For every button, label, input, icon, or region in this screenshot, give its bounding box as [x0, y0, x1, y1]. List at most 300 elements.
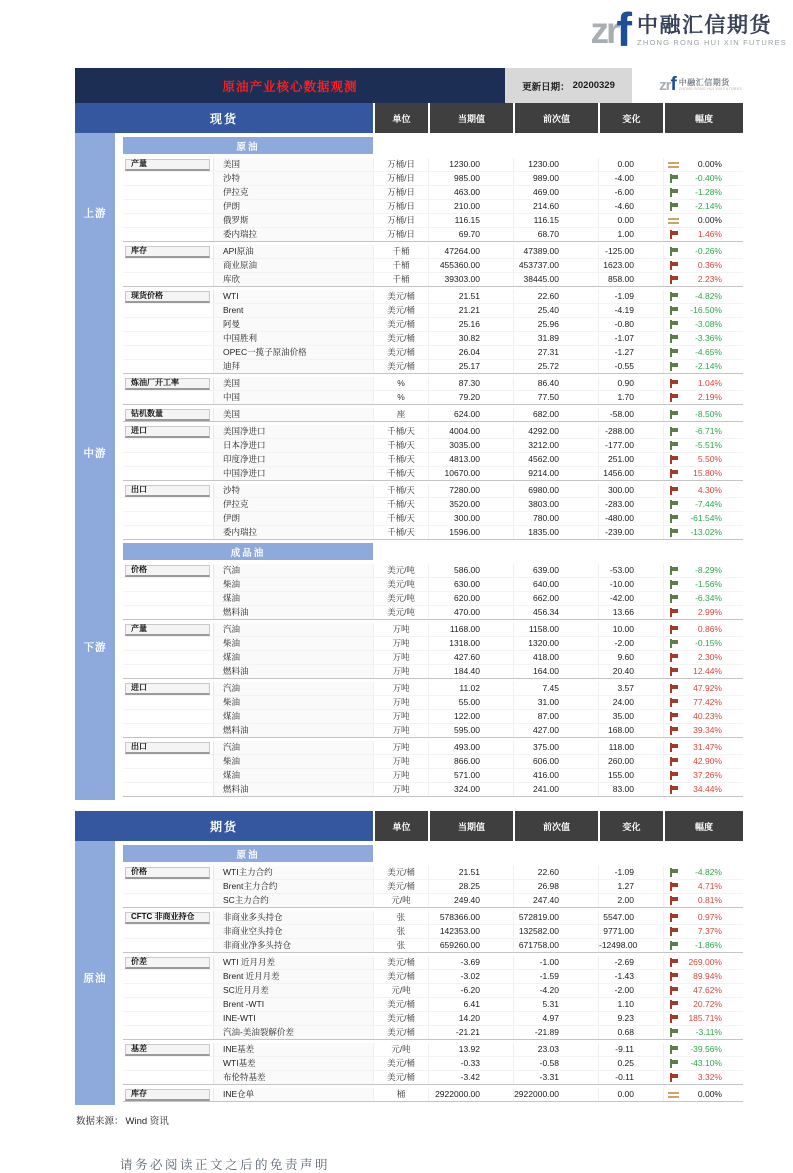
unit-cell: 美元/桶: [373, 318, 428, 331]
flag-up-icon: [668, 625, 679, 634]
change-cell: 0.00: [598, 214, 663, 227]
row-name: OPEC一揽子原油价格: [213, 346, 373, 359]
unit-cell: 万桶/日: [373, 158, 428, 171]
flag-up-icon: [668, 608, 679, 617]
current-value-cell: 463.00: [428, 186, 513, 199]
unit-cell: 万桶/日: [373, 186, 428, 199]
flag-up-icon: [668, 698, 679, 707]
current-value-cell: 25.16: [428, 318, 513, 331]
table-row: [123, 623, 743, 637]
row-name: 商业原油: [213, 259, 373, 272]
trend-cell: [663, 741, 683, 754]
brand-logo-text: [637, 15, 787, 47]
trend-cell: [663, 755, 683, 768]
current-value-cell: 659260.00: [428, 939, 513, 952]
disclaimer-text: 请务必阅读正文之后的免责声明: [120, 1158, 331, 1172]
current-value-cell: 1596.00: [428, 526, 513, 539]
trend-cell: [663, 158, 683, 171]
change-cell: -53.00: [598, 564, 663, 577]
category-label: 出口: [125, 742, 210, 754]
mini-brand-cn: 中融汇信期货: [678, 78, 730, 88]
flag-down-icon: [668, 1028, 679, 1037]
row-name: 日本净进口: [213, 439, 373, 452]
unit-cell: 元/吨: [373, 894, 428, 907]
flag-down-icon: [668, 441, 679, 450]
trend-cell: [663, 526, 683, 539]
row-name: 中国胜利: [213, 332, 373, 345]
previous-value-cell: 4292.00: [513, 425, 598, 438]
column-header-unit: 单位: [373, 811, 428, 841]
trend-cell: [663, 172, 683, 185]
previous-value-cell: 164.00: [513, 665, 598, 678]
band-title: 成品油: [123, 543, 373, 560]
category-cell: [123, 956, 213, 969]
rate-cell: 89.94%: [693, 971, 722, 981]
change-cell: 260.00: [598, 755, 663, 768]
flag-down-icon: [668, 514, 679, 523]
row-name: 迪拜: [213, 360, 373, 373]
column-header-prev: 前次值: [513, 811, 598, 841]
column-header-unit: 单位: [373, 103, 428, 133]
flag-down-icon: [668, 500, 679, 509]
row-name: 非商业净多头持仓: [213, 939, 373, 952]
table-row: [123, 925, 743, 939]
category-cell: [123, 259, 213, 272]
change-cell: 9.60: [598, 651, 663, 664]
table-row: [123, 998, 743, 1012]
current-value-cell: 3035.00: [428, 439, 513, 452]
rate-cell: 4.30%: [697, 485, 722, 495]
flag-up-icon: [668, 958, 679, 967]
table-row: [123, 1012, 743, 1026]
previous-value-cell: 456.34: [513, 606, 598, 619]
current-value-cell: 4004.00: [428, 425, 513, 438]
previous-value-cell: 1158.00: [513, 623, 598, 636]
flag-up-icon: [668, 261, 679, 270]
current-value-cell: 87.30: [428, 377, 513, 390]
trend-cell: [663, 512, 683, 525]
category-cell: [123, 512, 213, 525]
trend-cell: [663, 377, 683, 390]
flag-down-icon: [668, 362, 679, 371]
flag-down-icon: [668, 594, 679, 603]
rate-cell: 40.23%: [693, 711, 722, 721]
current-value-cell: 21.51: [428, 290, 513, 303]
unit-cell: 万吨: [373, 783, 428, 796]
row-name: 布伦特基差: [213, 1071, 373, 1084]
trend-cell: [663, 186, 683, 199]
change-cell: -125.00: [598, 245, 663, 258]
rate-cell: 0.00%: [697, 159, 722, 169]
change-cell: 9771.00: [598, 925, 663, 938]
row-name: 伊朗: [213, 200, 373, 213]
trend-cell: [663, 880, 683, 893]
change-cell: 2.00: [598, 894, 663, 907]
row-name: 美国: [213, 158, 373, 171]
previous-value-cell: -0.58: [513, 1057, 598, 1070]
category-label: 价格: [125, 867, 210, 879]
rate-cell: 0.36%: [697, 260, 722, 270]
current-value-cell: 624.00: [428, 408, 513, 421]
mini-brand-en: ZHONG RONG HUI XIN FUTURES: [678, 87, 742, 92]
side-label-中游: 中游: [83, 447, 107, 460]
current-value-cell: 116.15: [428, 214, 513, 227]
flag-up-icon: [668, 986, 679, 995]
row-name: 非商业多头持仓: [213, 911, 373, 924]
update-date-box: [505, 68, 632, 103]
category-cell: [123, 186, 213, 199]
category-label: 进口: [125, 426, 210, 438]
row-group: [123, 741, 743, 797]
flag-down-icon: [668, 188, 679, 197]
rate-cell: -5.51%: [695, 440, 722, 450]
rate-cell: 0.81%: [697, 895, 722, 905]
current-value-cell: 142353.00: [428, 925, 513, 938]
table-row: [123, 526, 743, 539]
side-strip-futures: [75, 841, 115, 1105]
row-name: 柴油: [213, 696, 373, 709]
change-cell: -239.00: [598, 526, 663, 539]
sections-container: [75, 103, 743, 1105]
unit-cell: 千桶: [373, 259, 428, 272]
table-row: [123, 970, 743, 984]
row-name: 柴油: [213, 755, 373, 768]
rate-cell: -2.14%: [695, 201, 722, 211]
flag-up-icon: [668, 1073, 679, 1082]
current-value-cell: 1318.00: [428, 637, 513, 650]
row-name: 非商业空头持仓: [213, 925, 373, 938]
category-cell: [123, 346, 213, 359]
previous-value-cell: 22.60: [513, 290, 598, 303]
previous-value-cell: 469.00: [513, 186, 598, 199]
flag-down-icon: [668, 566, 679, 575]
current-value-cell: 21.51: [428, 866, 513, 879]
unit-cell: 美元/桶: [373, 1071, 428, 1084]
current-value-cell: 6.41: [428, 998, 513, 1011]
table-row: [123, 651, 743, 665]
change-cell: 155.00: [598, 769, 663, 782]
flat-dash-icon: [668, 1092, 679, 1098]
table-row: [123, 1071, 743, 1084]
rate-cell: 2.99%: [697, 607, 722, 617]
rate-cell: 3.32%: [697, 1072, 722, 1082]
category-cell: [123, 391, 213, 404]
category-cell: [123, 273, 213, 286]
table-row: [123, 741, 743, 755]
previous-value-cell: 682.00: [513, 408, 598, 421]
category-label: 进口: [125, 683, 210, 695]
category-cell: [123, 651, 213, 664]
flag-up-icon: [668, 455, 679, 464]
mini-logo-zr: zr: [659, 77, 671, 94]
rate-cell: 2.19%: [697, 392, 722, 402]
table-row: [123, 484, 743, 498]
unit-cell: 千桶/天: [373, 498, 428, 511]
unit-cell: 万吨: [373, 651, 428, 664]
rate-cell: 37.26%: [693, 770, 722, 780]
change-cell: 5547.00: [598, 911, 663, 924]
row-name: WTI 近月月差: [213, 956, 373, 969]
flag-up-icon: [668, 275, 679, 284]
table-row: [123, 1057, 743, 1071]
category-label: 现货价格: [125, 291, 210, 303]
table-row: [123, 984, 743, 998]
category-label: 库存: [125, 1089, 210, 1101]
brand-name-en: ZHONG RONG HUI XIN FUTURES: [637, 37, 787, 47]
current-value-cell: 595.00: [428, 724, 513, 737]
report-title: 原油产业核心数据观测: [75, 68, 505, 103]
trend-cell: [663, 665, 683, 678]
trend-cell: [663, 467, 683, 480]
category-cell: [123, 970, 213, 983]
previous-value-cell: 38445.00: [513, 273, 598, 286]
current-value-cell: -3.02: [428, 970, 513, 983]
flag-up-icon: [668, 771, 679, 780]
category-cell: [123, 665, 213, 678]
unit-cell: 千桶/天: [373, 425, 428, 438]
category-cell: [123, 682, 213, 695]
change-cell: 118.00: [598, 741, 663, 754]
unit-cell: 万吨: [373, 623, 428, 636]
flag-down-icon: [668, 320, 679, 329]
column-header-cur: 当期值: [428, 811, 513, 841]
trend-cell: [663, 439, 683, 452]
current-value-cell: -3.42: [428, 1071, 513, 1084]
trend-cell: [663, 724, 683, 737]
unit-cell: 张: [373, 939, 428, 952]
trend-cell: [663, 564, 683, 577]
row-name: 柴油: [213, 578, 373, 591]
previous-value-cell: 572819.00: [513, 911, 598, 924]
table-row: [123, 290, 743, 304]
previous-value-cell: 23.03: [513, 1043, 598, 1056]
table-row: [123, 259, 743, 273]
trend-cell: [663, 200, 683, 213]
section-body-spot: [75, 133, 743, 800]
unit-cell: 万吨: [373, 769, 428, 782]
flag-up-icon: [668, 712, 679, 721]
previous-value-cell: 427.00: [513, 724, 598, 737]
mini-logo-f: f: [670, 74, 677, 96]
column-header-cur: 当期值: [428, 103, 513, 133]
row-group: [123, 1088, 743, 1102]
change-cell: -4.60: [598, 200, 663, 213]
flag-up-icon: [668, 913, 679, 922]
category-label: 价格: [125, 565, 210, 577]
trend-cell: [663, 1026, 683, 1039]
flag-up-icon: [668, 882, 679, 891]
previous-value-cell: -1.00: [513, 956, 598, 969]
current-value-cell: 470.00: [428, 606, 513, 619]
unit-cell: 万吨: [373, 696, 428, 709]
unit-cell: 千桶/天: [373, 439, 428, 452]
change-cell: 3.57: [598, 682, 663, 695]
trend-cell: [663, 939, 683, 952]
rate-cell: -1.28%: [695, 187, 722, 197]
category-label: CFTC 非商业持仓: [125, 912, 210, 924]
previous-value-cell: 639.00: [513, 564, 598, 577]
table-row: [123, 408, 743, 421]
rate-cell: 2.30%: [697, 652, 722, 662]
row-name: 煤油: [213, 651, 373, 664]
current-value-cell: 249.40: [428, 894, 513, 907]
previous-value-cell: 9214.00: [513, 467, 598, 480]
change-cell: -6.00: [598, 186, 663, 199]
row-group: [123, 911, 743, 953]
trend-cell: [663, 245, 683, 258]
table-row: [123, 710, 743, 724]
rate-cell: 15.80%: [693, 468, 722, 478]
flag-up-icon: [668, 393, 679, 402]
row-group: [123, 564, 743, 620]
rate-cell: -0.40%: [695, 173, 722, 183]
table-row: [123, 304, 743, 318]
flag-down-icon: [668, 941, 679, 950]
previous-value-cell: 22.60: [513, 866, 598, 879]
category-cell: [123, 623, 213, 636]
side-label-下游: 下游: [83, 641, 107, 654]
trend-cell: [663, 304, 683, 317]
rate-cell: 269.00%: [688, 957, 722, 967]
change-cell: 1623.00: [598, 259, 663, 272]
flag-up-icon: [668, 230, 679, 239]
row-name: INE-WTI: [213, 1012, 373, 1025]
unit-cell: 千桶/天: [373, 512, 428, 525]
rate-cell: 1.46%: [697, 229, 722, 239]
previous-value-cell: -1.59: [513, 970, 598, 983]
current-value-cell: 866.00: [428, 755, 513, 768]
trend-cell: [663, 318, 683, 331]
current-value-cell: 39303.00: [428, 273, 513, 286]
table-row: [123, 1043, 743, 1057]
row-name: WTI: [213, 290, 373, 303]
unit-cell: 千桶: [373, 245, 428, 258]
previous-value-cell: 26.98: [513, 880, 598, 893]
flag-down-icon: [668, 306, 679, 315]
category-cell: [123, 228, 213, 241]
category-cell: [123, 880, 213, 893]
row-name: INE基差: [213, 1043, 373, 1056]
row-name: INE仓单: [213, 1088, 373, 1101]
header-logo-cell: [632, 68, 743, 103]
flat-dash-icon: [668, 162, 679, 168]
category-cell: [123, 467, 213, 480]
row-name: API原油: [213, 245, 373, 258]
table-row: [123, 911, 743, 925]
table-row: [123, 894, 743, 907]
previous-value-cell: 86.40: [513, 377, 598, 390]
trend-cell: [663, 866, 683, 879]
previous-value-cell: 416.00: [513, 769, 598, 782]
category-cell: [123, 1057, 213, 1070]
unit-cell: 美元/桶: [373, 304, 428, 317]
unit-cell: 万吨: [373, 741, 428, 754]
category-cell: [123, 290, 213, 303]
category-cell: [123, 498, 213, 511]
flag-up-icon: [668, 757, 679, 766]
trend-cell: [663, 956, 683, 969]
trend-cell: [663, 1012, 683, 1025]
rate-cell: -39.56%: [690, 1044, 722, 1054]
unit-cell: 张: [373, 911, 428, 924]
row-name: 美国净进口: [213, 425, 373, 438]
column-header-rate: 幅度: [663, 811, 743, 841]
side-strip-spot: [75, 133, 115, 800]
rate-cell: 39.34%: [693, 725, 722, 735]
rate-cell: -7.44%: [695, 499, 722, 509]
unit-cell: 美元/桶: [373, 1012, 428, 1025]
flag-up-icon: [668, 667, 679, 676]
previous-value-cell: 132582.00: [513, 925, 598, 938]
previous-value-cell: 116.15: [513, 214, 598, 227]
row-name: 阿曼: [213, 318, 373, 331]
rate-cell: 0.86%: [697, 624, 722, 634]
change-cell: -283.00: [598, 498, 663, 511]
previous-value-cell: 6980.00: [513, 484, 598, 497]
change-cell: -2.69: [598, 956, 663, 969]
change-cell: -2.00: [598, 984, 663, 997]
trend-cell: [663, 214, 683, 227]
current-value-cell: -21.21: [428, 1026, 513, 1039]
category-cell: [123, 939, 213, 952]
trend-cell: [663, 332, 683, 345]
category-cell: [123, 214, 213, 227]
category-cell: [123, 439, 213, 452]
trend-cell: [663, 360, 683, 373]
current-value-cell: 630.00: [428, 578, 513, 591]
report-header: [75, 68, 743, 103]
unit-cell: 千桶/天: [373, 453, 428, 466]
flag-up-icon: [668, 1014, 679, 1023]
change-cell: 9.23: [598, 1012, 663, 1025]
category-cell: [123, 724, 213, 737]
category-cell: [123, 332, 213, 345]
row-name: 汽油: [213, 741, 373, 754]
table-row: [123, 318, 743, 332]
table-row: [123, 1026, 743, 1039]
rate-cell: -2.14%: [695, 361, 722, 371]
flag-down-icon: [668, 868, 679, 877]
unit-cell: 美元/桶: [373, 866, 428, 879]
row-name: Brent主力合约: [213, 880, 373, 893]
row-name: Brent -WTI: [213, 998, 373, 1011]
change-cell: -0.55: [598, 360, 663, 373]
row-group: [123, 158, 743, 242]
current-value-cell: 578366.00: [428, 911, 513, 924]
table-row: [123, 1088, 743, 1101]
previous-value-cell: 214.60: [513, 200, 598, 213]
section-title-spot: 现货: [75, 103, 373, 133]
category-cell: [123, 710, 213, 723]
rate-cell: -16.50%: [690, 305, 722, 315]
current-value-cell: 4813.00: [428, 453, 513, 466]
trend-cell: [663, 651, 683, 664]
unit-cell: 美元/桶: [373, 998, 428, 1011]
flag-down-icon: [668, 528, 679, 537]
row-name: WTI基差: [213, 1057, 373, 1070]
previous-value-cell: 640.00: [513, 578, 598, 591]
row-name: 库欣: [213, 273, 373, 286]
rate-cell: -0.15%: [695, 638, 722, 648]
trend-cell: [663, 1057, 683, 1070]
current-value-cell: 3520.00: [428, 498, 513, 511]
category-cell: [123, 318, 213, 331]
rate-cell: -1.56%: [695, 579, 722, 589]
category-cell: [123, 245, 213, 258]
change-cell: -288.00: [598, 425, 663, 438]
flag-down-icon: [668, 410, 679, 419]
unit-cell: 美元/桶: [373, 956, 428, 969]
